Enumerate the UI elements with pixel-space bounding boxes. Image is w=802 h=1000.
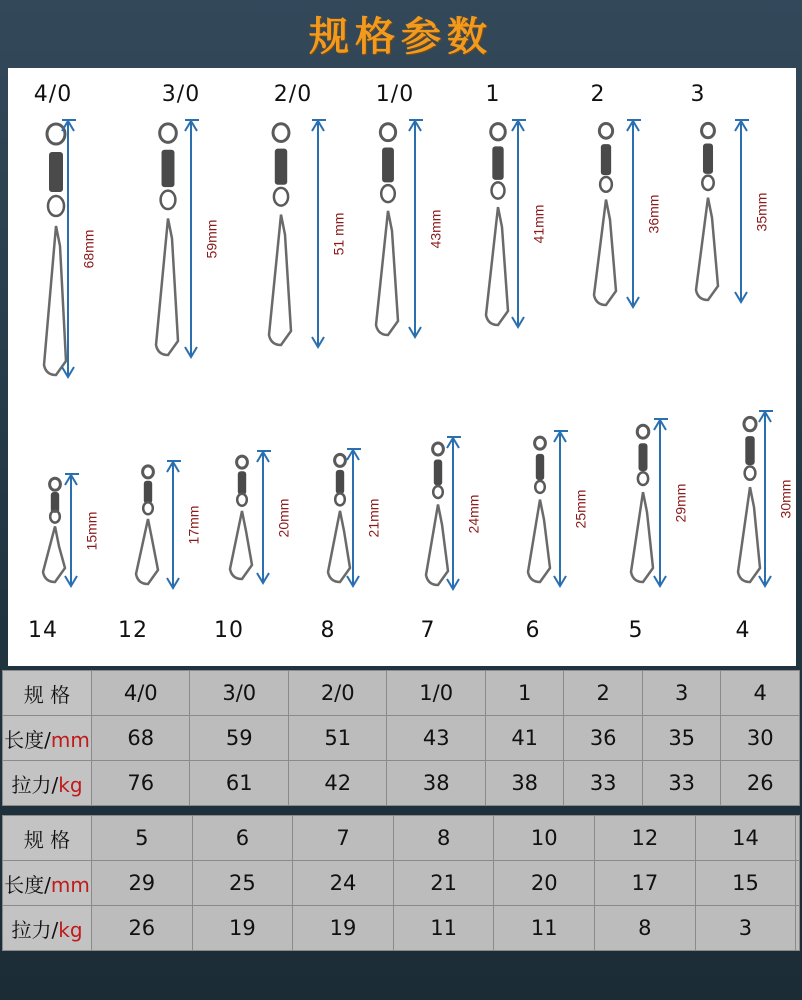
measure-label: 17mm xyxy=(184,505,201,545)
table-cell: 7 xyxy=(293,816,394,861)
size-label: 8 xyxy=(320,618,336,643)
measure-label: 41mm xyxy=(529,204,546,244)
table-cell: 19 xyxy=(192,906,293,951)
table-row xyxy=(3,716,800,761)
table-cell: 4/0 xyxy=(92,671,190,716)
table-cell: 17 xyxy=(595,861,696,906)
measure-label: 35mm xyxy=(752,192,769,231)
fishing-swivel-icon xyxy=(368,116,408,341)
table-cell: 51 xyxy=(288,716,386,761)
size-label: 4 xyxy=(735,618,751,643)
fishing-swivel-icon xyxy=(688,116,728,306)
table-row xyxy=(3,816,800,861)
table-cell: 3/0 xyxy=(190,671,288,716)
table-cell: 2/0 xyxy=(288,671,386,716)
table-cell: 3 xyxy=(642,671,721,716)
table-cell: 30 xyxy=(721,716,800,761)
table-cell: 20 xyxy=(494,861,595,906)
pull-label: 拉力/ xyxy=(11,772,59,797)
table-cell: 68 xyxy=(92,716,190,761)
length-unit: mm xyxy=(50,872,90,897)
table-cell: 12 xyxy=(595,816,696,861)
table-cell: 6 xyxy=(192,816,293,861)
table-cell: 3 xyxy=(695,906,796,951)
table-cell: 21 xyxy=(393,861,494,906)
size-label: 7 xyxy=(420,618,436,643)
measure-arrow-icon xyxy=(253,450,273,585)
table-cell: 33 xyxy=(564,761,643,806)
measure-arrow-icon xyxy=(650,418,670,588)
size-label: 12 xyxy=(118,618,148,643)
measure-label: 15mm xyxy=(82,511,99,550)
row-header-length xyxy=(3,716,92,761)
header xyxy=(0,0,802,66)
table-row xyxy=(3,906,800,951)
fishing-swivel-icon xyxy=(586,116,626,311)
row-header-spec: 规 格 xyxy=(3,671,92,716)
measure-arrow-icon xyxy=(61,473,81,588)
table-cell: 19 xyxy=(293,906,394,951)
table-cell: 24 xyxy=(293,861,394,906)
size-label: 5 xyxy=(628,618,644,643)
size-label: 4/0 xyxy=(33,82,73,107)
length-label: 长度/ xyxy=(4,727,51,752)
table-cell: 59 xyxy=(190,716,288,761)
table-cell: 76 xyxy=(92,761,190,806)
table-cell: 38 xyxy=(387,761,485,806)
measure-arrow-icon xyxy=(163,460,183,590)
table-cell: 42 xyxy=(288,761,386,806)
spec-table-2 xyxy=(2,815,800,951)
measure-arrow-icon xyxy=(508,119,528,329)
measure-label: 30mm xyxy=(776,479,793,519)
table-cell-empty xyxy=(796,816,800,861)
spec-table-1 xyxy=(2,670,800,806)
table-cell: 2 xyxy=(564,671,643,716)
table-cell: 38 xyxy=(485,761,564,806)
swivel-image-panel xyxy=(8,68,796,666)
table-row xyxy=(3,671,800,716)
table-cell: 8 xyxy=(595,906,696,951)
measure-label: 29mm xyxy=(671,483,688,523)
measure-label: 24mm xyxy=(464,494,481,533)
table-cell: 35 xyxy=(642,716,721,761)
row-header-spec: 规 格 xyxy=(3,816,92,861)
measure-label: 68mm xyxy=(79,229,96,269)
table-cell: 36 xyxy=(564,716,643,761)
measure-label: 20mm xyxy=(274,498,291,537)
measure-arrow-icon xyxy=(343,448,363,588)
table-cell: 61 xyxy=(190,761,288,806)
measure-arrow-icon xyxy=(58,119,78,379)
measure-arrow-icon xyxy=(550,430,570,588)
size-label: 14 xyxy=(28,618,58,643)
measure-arrow-icon xyxy=(755,410,775,588)
table-cell: 29 xyxy=(92,861,193,906)
table-cell: 26 xyxy=(92,906,193,951)
fishing-swivel-icon xyxy=(261,116,301,351)
table-cell: 8 xyxy=(393,816,494,861)
measure-arrow-icon xyxy=(623,119,643,309)
fishing-swivel-icon xyxy=(128,460,168,590)
table-cell: 11 xyxy=(494,906,595,951)
table-cell: 15 xyxy=(695,861,796,906)
measure-arrow-icon xyxy=(308,119,328,349)
size-label: 2/0 xyxy=(273,82,313,107)
length-label: 长度/ xyxy=(4,872,51,897)
size-label: 3 xyxy=(690,82,706,107)
table-cell: 26 xyxy=(721,761,800,806)
table-row xyxy=(3,761,800,806)
pull-unit: kg xyxy=(58,917,83,942)
table-cell: 11 xyxy=(393,906,494,951)
measure-label: 51 mm xyxy=(329,212,346,256)
pull-unit: kg xyxy=(58,772,83,797)
size-label: 3/0 xyxy=(161,82,201,107)
measure-arrow-icon xyxy=(405,119,425,339)
row-header-pull xyxy=(3,906,92,951)
table-cell: 33 xyxy=(642,761,721,806)
measure-label: 43mm xyxy=(426,209,443,249)
measure-arrow-icon xyxy=(731,119,751,304)
table-cell: 1/0 xyxy=(387,671,485,716)
table-cell: 5 xyxy=(92,816,193,861)
measure-label: 36mm xyxy=(644,194,661,234)
table-cell: 41 xyxy=(485,716,564,761)
table-cell-empty xyxy=(796,906,800,951)
pull-label: 拉力/ xyxy=(11,917,59,942)
row-header-length xyxy=(3,861,92,906)
table-cell: 4 xyxy=(721,671,800,716)
table-cell: 1 xyxy=(485,671,564,716)
length-unit: mm xyxy=(50,727,90,752)
size-label: 10 xyxy=(214,618,244,643)
size-label: 6 xyxy=(525,618,541,643)
table-cell-empty xyxy=(796,861,800,906)
table-cell: 25 xyxy=(192,861,293,906)
measure-arrow-icon xyxy=(443,436,463,591)
page-title: 规格参数 xyxy=(309,13,493,60)
size-label: 1/0 xyxy=(375,82,415,107)
measure-label: 21mm xyxy=(364,498,381,538)
measure-label: 25mm xyxy=(571,489,588,529)
table-cell: 43 xyxy=(387,716,485,761)
row-header-pull xyxy=(3,761,92,806)
size-label: 1 xyxy=(485,82,501,107)
table-cell: 10 xyxy=(494,816,595,861)
measure-label: 59mm xyxy=(202,219,219,259)
table-cell: 14 xyxy=(695,816,796,861)
table-row xyxy=(3,861,800,906)
measure-arrow-icon xyxy=(181,119,201,359)
size-label: 2 xyxy=(590,82,606,107)
